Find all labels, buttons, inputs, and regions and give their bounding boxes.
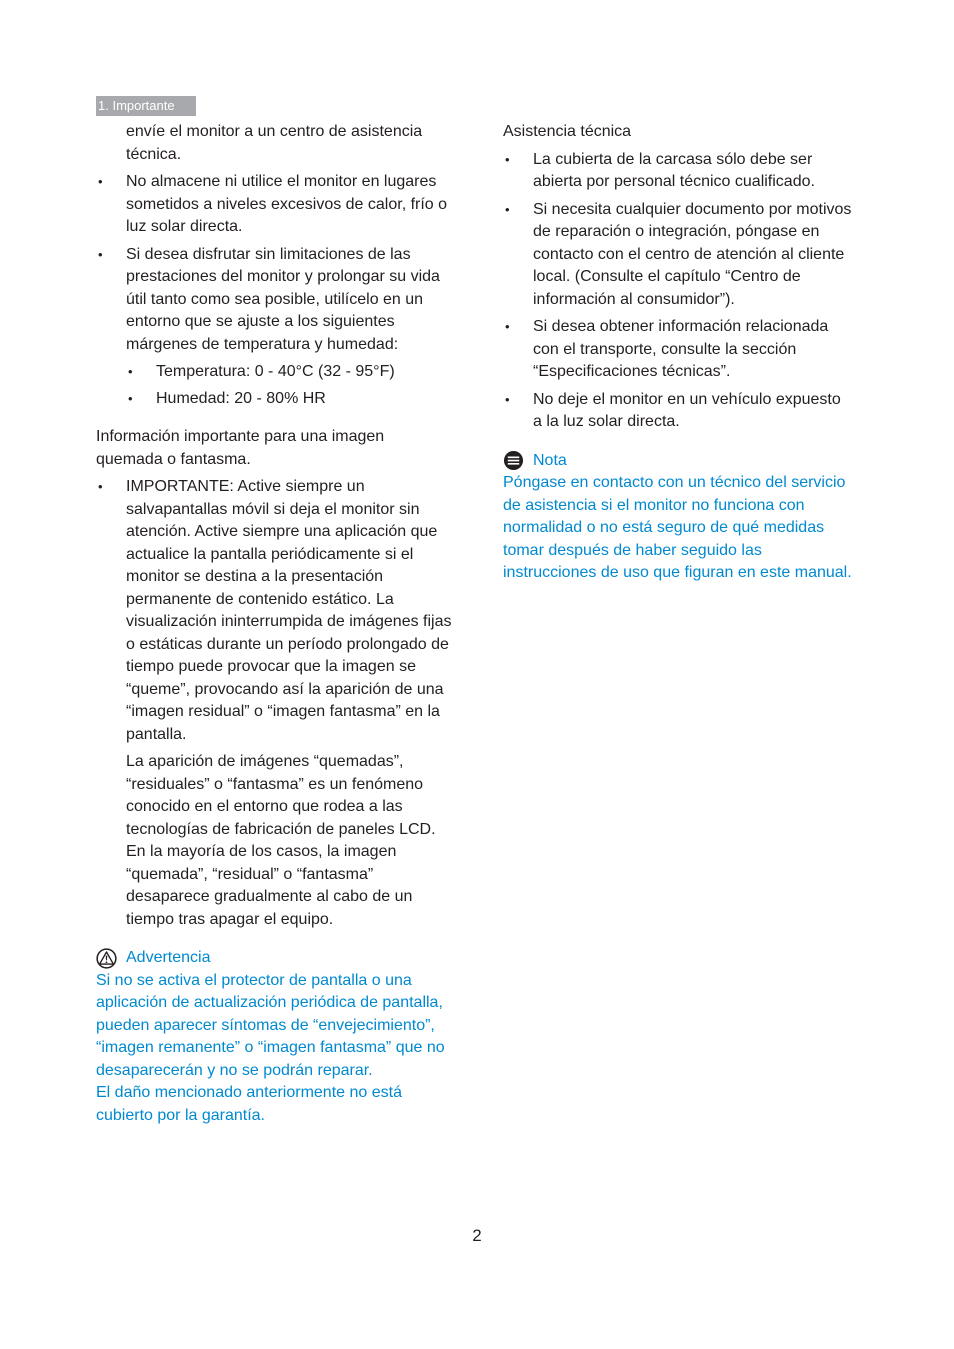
tech-support-heading: Asistencia técnica <box>503 123 632 140</box>
list-item: • Si necesita cualquier documento por motivos de reparación o integración, póngase en contacto con el centro de atención al cliente local. (Consulte el capítulo “Centro de información al consumidor”). <box>503 199 853 312</box>
burnin-paragraph: La aparición de imágenes “quemadas”, “residuales” o “fantasma” es un fenómeno conocido en el entorno que rodea a las tecnologías de fabricación de paneles LCD. En la mayoría de los casos, la imagen “quemada”, “residual” o “fantasma” desaparece gradualmente al cabo de un tiempo tras apagar el equipo. <box>126 753 436 928</box>
warning-title: Advertencia <box>126 949 211 966</box>
sub-bullet-list <box>126 361 452 410</box>
burnin-heading: Información importante para una imagen quemada o fantasma. <box>96 428 385 468</box>
tech-support-bullet-list <box>503 149 853 434</box>
note-header <box>503 450 853 473</box>
list-item: • No almacene ni utilice el monitor en lugares sometidos a niveles excesivos de calor, frío o luz solar directa. <box>96 171 452 239</box>
continuation-text: envíe el monitor a un centro de asistencia técnica. <box>126 123 423 163</box>
list-item: • La cubierta de la carcasa sólo debe ser abierta por personal técnico cualificado. <box>503 149 853 194</box>
list-item: • Si desea obtener información relacionada con el transporte, consulte la sección “Especificaciones técnicas”. <box>503 316 853 384</box>
warning-callout <box>96 947 452 1127</box>
warning-text: Si no se activa el protector de pantalla o una aplicación de actualización periódica de pantalla, pueden aparecer síntomas de “envejecimiento”, “imagen remanente” o “imagen fantasma” que no desaparecerán y no se podrán reparar. <box>96 971 445 1079</box>
warning-text-guarantee: El daño mencionado anteriormente no está cubierto por la garantía. <box>96 1084 402 1124</box>
note-callout <box>503 450 853 585</box>
warning-header <box>96 947 452 970</box>
burnin-bullet-list <box>96 476 452 746</box>
list-item-text: Si desea disfrutar sin limitaciones de las prestaciones del monitor y prolongar su vida útil tanto como sea posible, utilícelo en un entorno que se ajuste a los siguientes márgenes de temperatura y humedad: <box>126 245 440 353</box>
page-number: 2 <box>472 1226 482 1245</box>
list-item <box>96 244 452 411</box>
list-item: • No deje el monitor en un vehículo expuesto a la luz solar directa. <box>503 389 853 434</box>
left-column <box>96 121 452 1127</box>
note-title: Nota <box>533 451 567 469</box>
storage-bullet-list <box>96 171 452 410</box>
section-tab: 1. Importante <box>96 96 196 116</box>
right-column <box>503 121 853 585</box>
list-item: • IMPORTANTE: Active siempre un salvapantallas móvil si deja el monitor sin atención. Active siempre una aplicación que actualice la pantalla periódicamente si el monitor se destina a la presentación permanente de contenido estático. La visualización ininterrumpida de imágenes fijas o estáticas durante un período prolongado de tiempo puede provocar que la imagen se “queme”, provocando así la aparición de una “imagen residual” o “imagen fantasma” en la pantalla. <box>96 476 452 746</box>
note-icon <box>503 450 524 471</box>
note-text: Póngase en contacto con un técnico del servicio de asistencia si el monitor no funciona con normalidad o no está seguro de qué medidas tomar después de haber seguido las instrucciones de uso que figuran en este manual. <box>503 474 852 581</box>
list-item: • Temperatura: 0 - 40°C (32 - 95°F) <box>126 361 452 384</box>
list-item: • Humedad: 20 - 80% HR <box>126 388 452 411</box>
warning-triangle-icon <box>96 948 117 969</box>
